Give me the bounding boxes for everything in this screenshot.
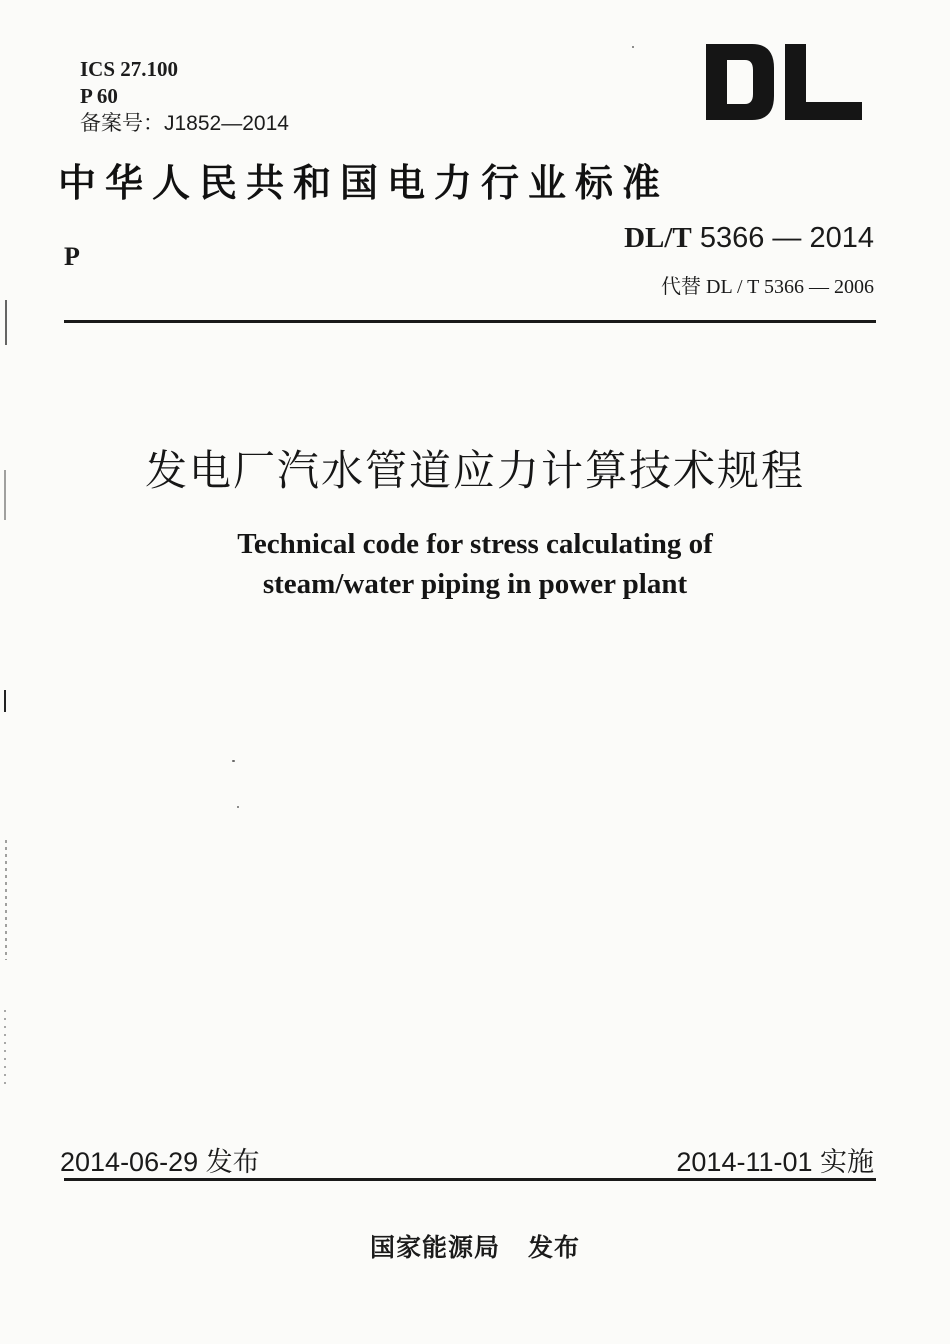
scan-edge-marks xyxy=(0,0,14,1344)
title-english xyxy=(0,524,950,604)
ccs-code: P 60 xyxy=(80,84,118,108)
scan-speck xyxy=(632,46,634,48)
dl-logo xyxy=(700,42,865,122)
standard-category-title: 中华人民共和国电力行业标准 xyxy=(58,160,670,205)
scan-speck xyxy=(237,806,239,808)
title-english-line-1: Technical code for stress calculating of xyxy=(237,528,713,560)
header-divider xyxy=(64,320,876,323)
p-classification-mark: P xyxy=(64,242,80,271)
filing-number xyxy=(80,110,289,137)
standard-number xyxy=(624,222,874,255)
title-chinese: 发电厂汽水管道应力计算技术规程 xyxy=(144,446,805,495)
scan-speck xyxy=(232,760,235,762)
publisher-action: 发布 xyxy=(528,1233,581,1262)
classification-block xyxy=(80,56,289,137)
title-english-line-2: steam/water piping in power plant xyxy=(262,568,688,600)
standard-number-value: 5366 — 2014 xyxy=(699,222,874,254)
effective-date: 2014-11-01 实施 xyxy=(676,1147,874,1177)
footer-divider xyxy=(64,1178,876,1181)
publisher-line xyxy=(0,1228,950,1264)
publisher-name: 国家能源局 xyxy=(369,1233,500,1262)
issue-date: 2014-06-29 发布 xyxy=(60,1147,260,1177)
filing-value: J1852—2014 xyxy=(164,112,289,135)
standard-prefix: DL/T xyxy=(624,222,692,254)
replaces-standard: 代替 DL / T 5366 — 2006 xyxy=(661,276,874,298)
ics-code: ICS 27.100 xyxy=(80,57,179,81)
filing-label: 备案号： xyxy=(80,112,164,135)
